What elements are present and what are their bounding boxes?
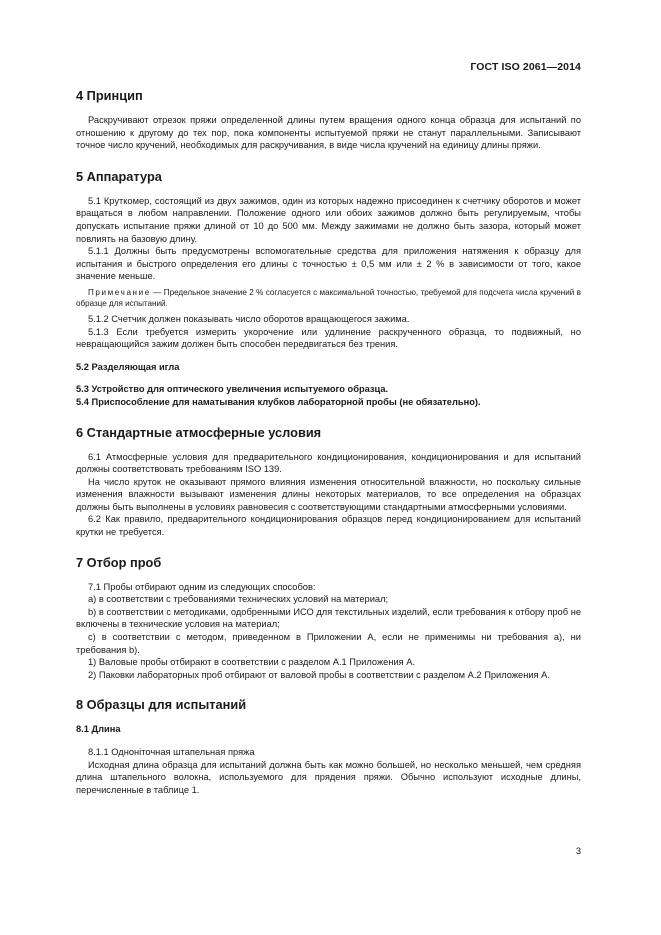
- clause-8-1-1-paragraph: Исходная длина образца для испытаний должна быть как можно большей, но несколько меньшей, чем средняя длина штапельного волокна, используемого для прядения пряжи. Обычно используют исходные длины, перечисленные в таблице 1.: [76, 759, 581, 795]
- note-label: Примечание: [88, 287, 151, 297]
- clause-5-1-3: 5.1.3 Если требуется измерить укорочение или удлинение раскрученного образца, то подвижный, но невращающийся зажим должен быть способен передвигаться без трения.: [76, 326, 581, 350]
- clause-7-1: 7.1 Пробы отбирают одним из следующих способов:: [88, 581, 316, 592]
- section-7-title: 7 Отбор проб: [76, 554, 162, 570]
- document-header: ГОСТ ISO 2061—2014: [470, 61, 581, 73]
- clause-7-1-c: c) в соответствии с методом, приведенном в Приложении А, если не применимы ни требования а), ни требования b).: [76, 632, 581, 655]
- clause-7-1-b: b) в соответствии с методиками, одобренными ИСО для текстильных изделий, если требования к отбору проб не включены в технические условия на материал;: [76, 606, 581, 630]
- clause-6-1-paragraph: На число круток не оказывают прямого влияния изменения относительной влажности, но поскольку сильные изменения влажности вызывают изменения длины некоторых материалов, то все определения на образцах должны быть выполнены в условиях равновесия с соответствующими стандартными атмосферными условиями.: [76, 476, 581, 512]
- clause-5-4: 5.4 Приспособление для наматывания клубков лабораторной пробы (не обязательно).: [76, 396, 481, 407]
- note-5-1-1: [76, 287, 581, 309]
- section-8-title: 8 Образцы для испытаний: [76, 697, 247, 713]
- clause-5-1: 5.1 Круткомер, состоящий из двух зажимов, один из которых надежно присоединен к счетчику оборотов и может вращаться в любом направлении. Положение одного или обоих зажимов должно быть регулируемым, чтобы допускать испытание пряжи длиной от 10 до 500 мм. Между зажимами не должно быть зазора, который может повлиять на базовую длину.: [76, 195, 581, 244]
- section-6-title: 6 Стандартные атмосферные условия: [76, 424, 322, 440]
- page-number: 3: [575, 846, 581, 856]
- clause-8-1-1: 8.1.1 Одноніточная штапельная пряжа: [88, 747, 255, 757]
- clause-5-2: 5.2 Разделяющая игла: [76, 361, 180, 372]
- section-4-title: 4 Принцип: [76, 88, 143, 103]
- clause-7-1-1: 1) Валовые пробы отбирают в соответствии с разделом А.1 Приложения А.: [88, 657, 416, 668]
- section-5-title: 5 Аппаратура: [76, 168, 162, 184]
- clause-7-1-2: 2) Паковки лабораторных проб отбирают от валовой пробы в соответствии с разделом А.2 Приложения А.: [88, 669, 550, 680]
- clause-7-1-a: а) в соответствии с требованиями технических условий на материал;: [88, 594, 389, 605]
- clause-6-2: 6.2 Как правило, предварительного кондиционирования образцов перед кондиционированием для испытаний крутки не требуется.: [76, 514, 581, 538]
- clause-8-1: 8.1 Длина: [76, 724, 121, 735]
- clause-5-1-1: 5.1.1 Должны быть предусмотрены вспомогательные средства для приложения натяжения к образцу для испытания и быстрого определения его длины с точностью ± 0,5 мм или ± 2 % в зависимости от того, какое значение меньше.: [76, 246, 581, 282]
- clause-5-3: 5.3 Устройство для оптического увеличения испытуемого образца.: [76, 384, 389, 395]
- note-text: — Предельное значение 2 % согласуется с максимальной точностью, требуемой для подсчета числа кручений в образце для испытаний.: [76, 287, 581, 308]
- page-content: [76, 88, 581, 796]
- clause-6-1: 6.1 Атмосферные условия для предварительного кондиционирования, кондиционирования и для испытаний должны соответствовать требованиям ISO 139.: [76, 451, 581, 475]
- clause-5-1-2: 5.1.2 Счетчик должен показывать число оборотов вращающегося зажима.: [88, 313, 410, 324]
- section-4-paragraph: Раскручивают отрезок пряжи определенной длины путем вращения одного конца образца для испытаний по отношению к другому до тех пор, пока компоненты испытуемой пряжи не станут параллельными. Записывают точное число кручений, необходимых для раскручивания, в виде числа кручений на единицу длины пряжи.: [76, 115, 581, 151]
